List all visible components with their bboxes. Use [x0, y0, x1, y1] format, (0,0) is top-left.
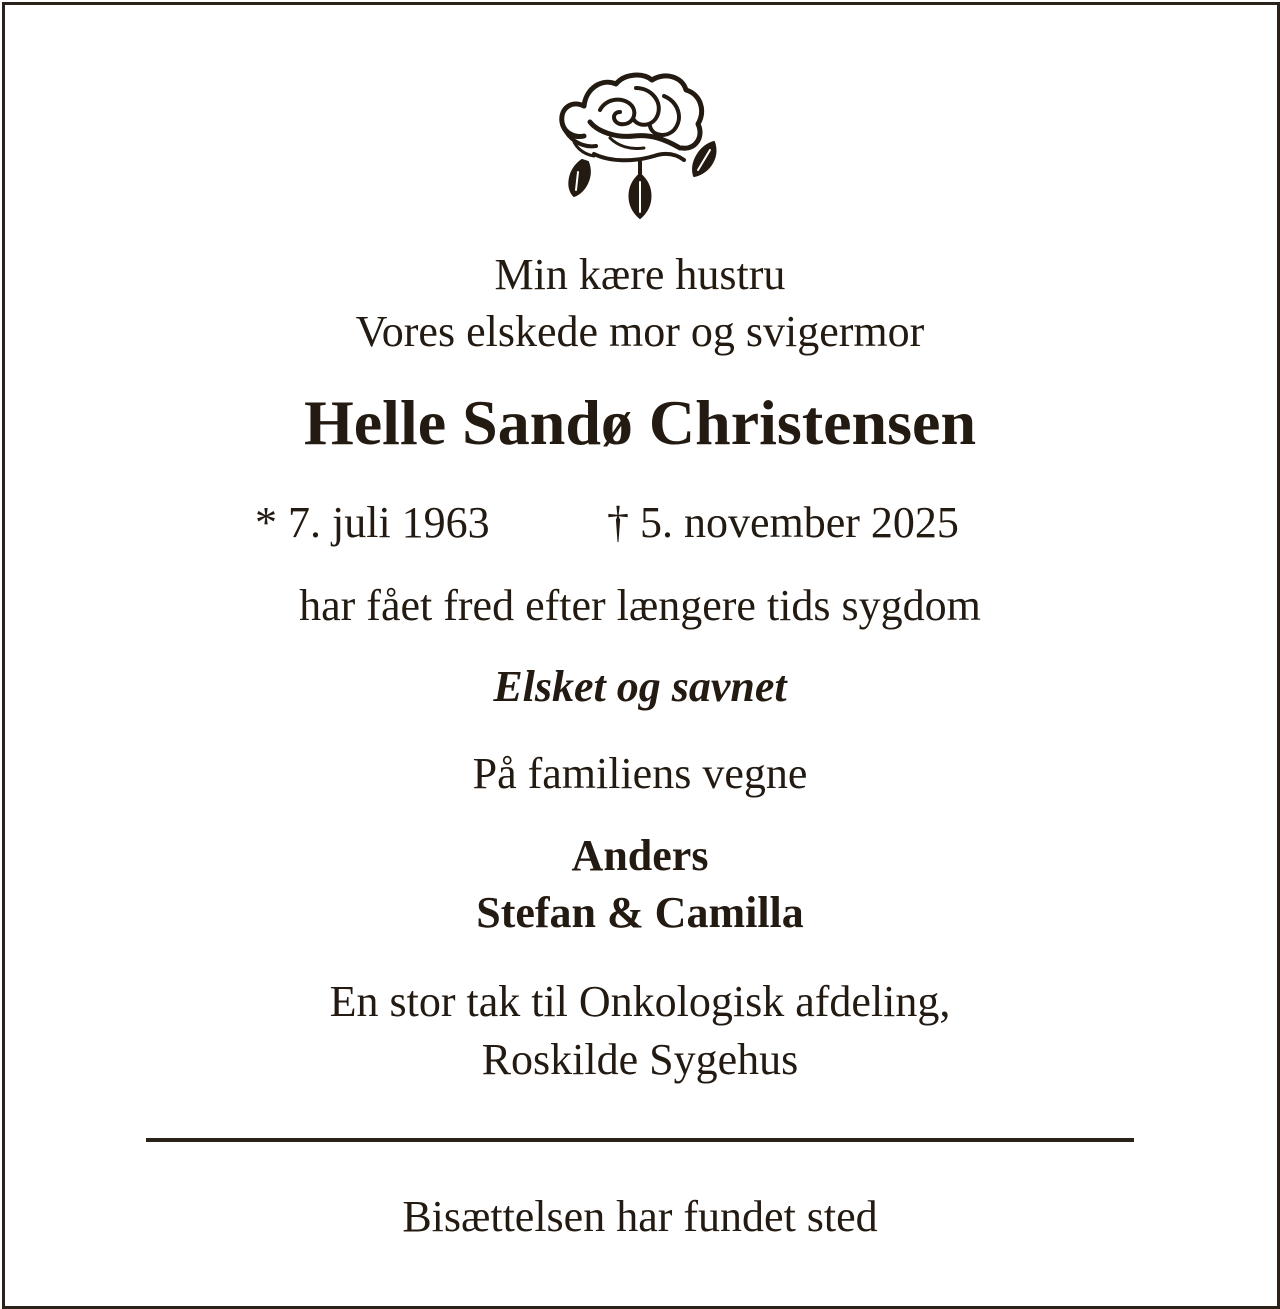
death-date: † 5. november 2025 — [607, 498, 959, 547]
deceased-name: Helle Sandø Christensen — [303, 387, 977, 458]
rose-icon — [554, 66, 726, 222]
birth-date: * 7. juli 1963 — [255, 498, 490, 547]
funeral-note: Bisættelsen har fundet sted — [402, 1192, 878, 1241]
passing-message: har fået fred efter længere tids sygdom — [299, 581, 981, 630]
on-behalf-line: På familiens vegne — [472, 749, 808, 798]
signatory-2: Stefan & Camilla — [476, 888, 804, 937]
intro-line-2: Vores elskede mor og svigermor — [355, 307, 925, 356]
thanks-line-1: En stor tak til Onkologisk afdeling, — [329, 977, 951, 1026]
divider — [146, 1138, 1134, 1142]
life-dates — [0, 494, 1280, 554]
thanks-line-2: Roskilde Sygehus — [481, 1035, 799, 1084]
signatory-1: Anders — [571, 831, 709, 880]
intro-line-1: Min kære hustru — [494, 250, 786, 299]
motto: Elsket og savnet — [493, 662, 787, 711]
